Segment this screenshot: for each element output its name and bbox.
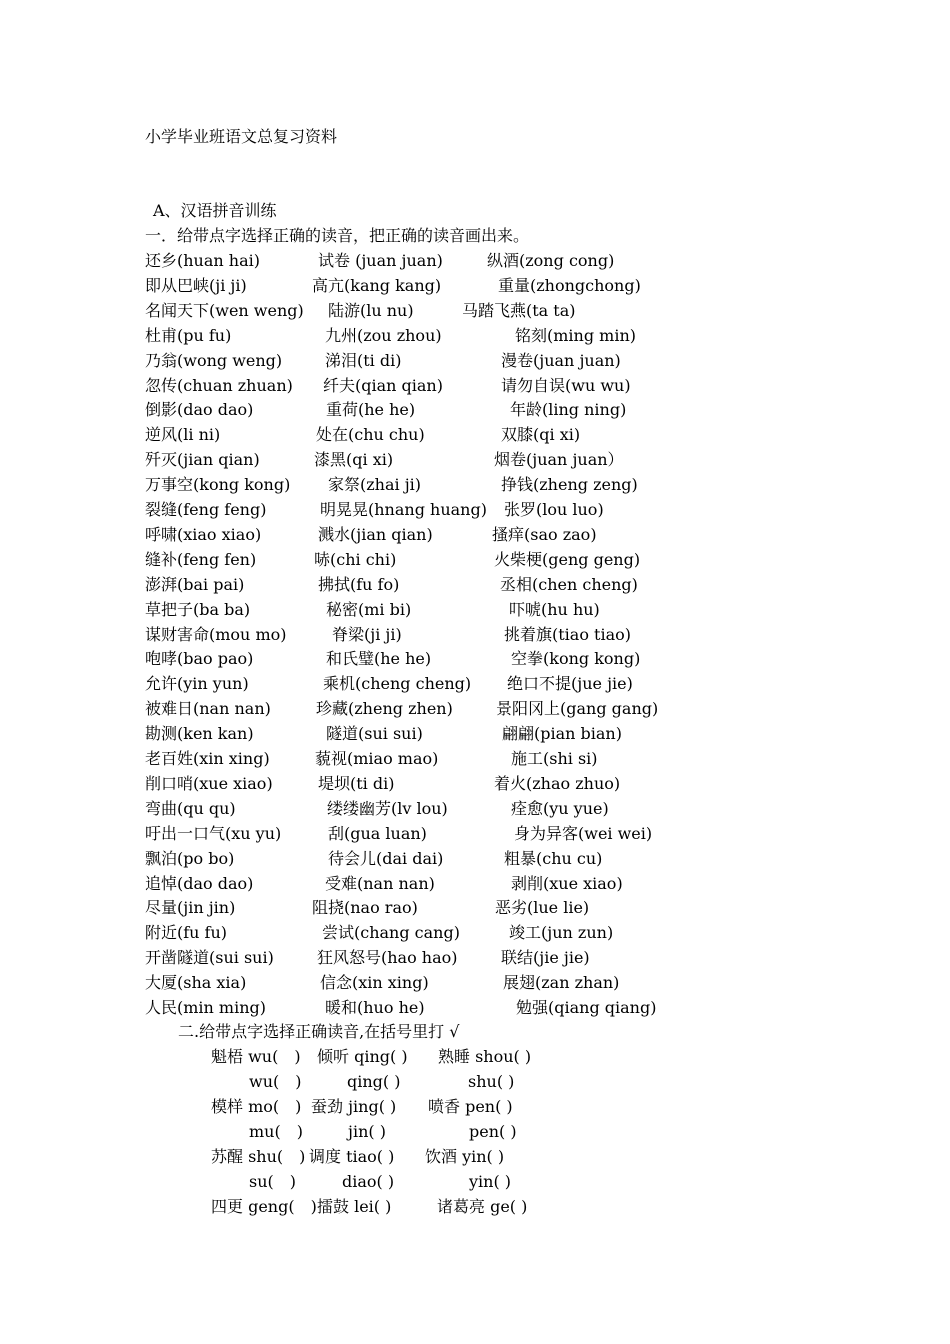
part1-item: 痊愈(yu yue) — [511, 798, 609, 818]
part1-item: 拂拭(fu fo) — [318, 574, 400, 594]
part1-item: 翩翩(pian bian) — [502, 724, 622, 744]
part1-item: 马踏飞燕(ta ta) — [462, 300, 576, 320]
part2-item: pen( ) — [469, 1122, 517, 1141]
part1-item: 施工(shi si) — [511, 749, 598, 768]
part1-item: 勘测(ken kan) — [145, 724, 254, 744]
part1-item: 年龄(ling ning) — [510, 400, 627, 420]
part1-item: 大厦(sha xia) — [145, 973, 247, 993]
part1-item: 重荷(he he) — [326, 400, 416, 420]
page-title: 小学毕业班语文总复习资料 — [145, 127, 338, 146]
part1-item: 吓唬(hu hu) — [509, 599, 600, 619]
part2-heading: 二.给带点字选择正确读音,在括号里打 √ — [178, 1022, 460, 1041]
part1-item: 待会儿(dai dai) — [328, 848, 444, 868]
part2-item: 诸葛亮 ge( ) — [437, 1197, 528, 1216]
part2-item: diao( ) — [342, 1172, 395, 1191]
part1-item: 恶劣(lue lie) — [495, 898, 590, 918]
part1-item: 重量(zhongchong) — [498, 275, 641, 295]
part1-item: 弯曲(qu qu) — [145, 798, 236, 818]
part1-item: 陆游(lu nu) — [328, 300, 414, 320]
part1-item: 溅水(jian qian) — [318, 524, 433, 544]
part1-item: 搔痒(sao zao) — [492, 524, 597, 544]
part1-item: 脊梁(ji ji) — [332, 624, 402, 644]
part2-item: mu( ) — [249, 1122, 303, 1141]
part1-item: 呼啸(xiao xiao) — [145, 524, 262, 544]
part1-item: 展翅(zan zhan) — [503, 973, 620, 993]
part1-item: 身为异客(wei wei) — [514, 823, 653, 843]
part1-item: 被难日(nan nan) — [145, 699, 271, 719]
section-a-heading: A、汉语拼音训练 — [153, 201, 277, 220]
part1-item: 尽量(jin jin) — [145, 898, 236, 918]
part2-item: 擂鼓 lei( ) — [317, 1197, 392, 1216]
part2-item: 四更 geng( ) — [211, 1197, 317, 1216]
part1-item: 附近(fu fu) — [145, 923, 228, 943]
part1-item: 和氏璧(he he) — [326, 649, 432, 669]
part2-item: jin( ) — [348, 1122, 386, 1141]
part1-item: 请勿自误(wu wu) — [501, 375, 631, 395]
part1-item: 珍藏(zheng zhen) — [316, 699, 453, 719]
part1-item: 逆风(li ni) — [145, 425, 221, 445]
part1-item: 草把子(ba ba) — [145, 599, 251, 619]
part2-item: yin( ) — [469, 1172, 512, 1191]
part1-item: 人民(min ming) — [145, 998, 267, 1017]
part1-item: 咆哮(bao pao) — [145, 649, 254, 669]
part1-item: 万事空(kong kong) — [145, 475, 291, 495]
part2-item: 调度 tiao( ) — [309, 1147, 395, 1166]
part1-item: 缝补(feng fen) — [145, 549, 257, 569]
part1-item: 裂缝(feng feng) — [145, 500, 267, 519]
part1-item: 开凿隧道(sui sui) — [145, 948, 274, 968]
part1-item: 着火(zhao zhuo) — [494, 773, 621, 793]
part1-item: 允许(yin yun) — [145, 674, 249, 694]
part1-item: 高亢(kang kang) — [312, 275, 442, 295]
part1-item: 秘密(mi bi) — [326, 599, 412, 619]
part1-item: 乘机(cheng cheng) — [323, 674, 472, 694]
part1-item: 歼灭(jian qian) — [145, 450, 260, 470]
part1-item: 削口哨(xue xiao) — [145, 773, 273, 793]
part1-item: 铭刻(ming min) — [515, 325, 637, 345]
part2-item: 熟睡 shou( ) — [438, 1047, 532, 1066]
part1-item: 倒影(dao dao) — [145, 400, 254, 420]
part1-item: 即从巴峡(ji ji) — [145, 275, 247, 295]
part1-item: 追悼(dao dao) — [145, 873, 254, 893]
part1-item: 漆黑(qi xi) — [314, 450, 394, 470]
part2-item: 蚕劲 jing( ) — [311, 1097, 397, 1116]
part1-item: 哧(chi chi) — [314, 549, 397, 569]
part1-item: 粗暴(chu cu) — [504, 848, 603, 868]
part1-item: 杜甫(pu fu) — [145, 325, 232, 345]
part2-item: 苏醒 shu( ) — [211, 1147, 306, 1166]
part1-item: 竣工(jun zun) — [509, 923, 614, 943]
part1-item: 纵酒(zong cong) — [487, 251, 615, 270]
part1-item: 试卷 (juan juan) — [318, 251, 443, 270]
part1-item: 信念(xin xing) — [320, 973, 429, 993]
part1-item: 丞相(chen cheng) — [500, 574, 638, 594]
part1-item: 空拳(kong kong) — [511, 649, 641, 669]
part1-item: 处在(chu chu) — [316, 425, 425, 445]
part1-item: 阻挠(nao rao) — [312, 898, 418, 918]
part1-item: 双膝(qi xi) — [501, 425, 581, 445]
part2-item: shu( ) — [468, 1072, 515, 1091]
part2-item: qing( ) — [347, 1072, 401, 1091]
part1-item: 藐视(miao mao) — [315, 749, 439, 768]
part2-item: su( ) — [249, 1172, 297, 1191]
part1-item: 挣钱(zheng zeng) — [501, 475, 638, 495]
part1-item: 涕泪(ti di) — [325, 350, 402, 370]
part1-item: 老百姓(xin xing) — [145, 749, 270, 768]
part1-item: 挑着旗(tiao tiao) — [504, 624, 632, 644]
part2-item: 饮酒 yin( ) — [425, 1147, 505, 1166]
part1-item: 忽传(chuan zhuan) — [145, 375, 293, 395]
part1-item: 谋财害命(mou mo) — [145, 624, 287, 644]
part1-item: 尝试(chang cang) — [322, 923, 460, 943]
part1-item: 暖和(huo he) — [325, 998, 425, 1017]
part1-item: 纤夫(qian qian) — [323, 375, 443, 395]
part1-item: 还乡(huan hai) — [145, 251, 260, 270]
part1-item: 火柴梗(geng geng) — [494, 549, 641, 569]
part2-item: 倾听 qing( ) — [317, 1047, 408, 1066]
part1-item: 景阳冈上(gang gang) — [496, 699, 659, 719]
part1-heading: 一．给带点字选择正确的读音，把正确的读音画出来。 — [145, 226, 530, 245]
part1-item: 吁出一口气(xu yu) — [145, 823, 282, 843]
part1-item: 绝口不提(jue jie) — [507, 674, 633, 694]
part1-item: 堤坝(ti di) — [318, 773, 395, 793]
part1-item: 九州(zou zhou) — [325, 325, 442, 345]
part1-item: 联结(jie jie) — [501, 948, 590, 968]
part1-item: 受难(nan nan) — [325, 873, 435, 893]
part1-item: 刮(gua luan) — [328, 823, 427, 843]
part1-item: 缕缕幽芳(lv lou) — [327, 798, 448, 818]
part1-item: 隧道(sui sui) — [326, 724, 423, 744]
part1-item: 家祭(zhai ji) — [328, 475, 422, 495]
part1-item: 名闻天下(wen weng) — [145, 300, 304, 320]
part1-item: 乃翁(wong weng) — [145, 350, 283, 370]
part2-item: wu( ) — [249, 1072, 302, 1091]
part1-item: 明晃晃(hnang huang) — [320, 500, 487, 519]
part1-item: 剥削(xue xiao) — [511, 873, 623, 893]
part1-item: 澎湃(bai pai) — [145, 574, 245, 594]
part1-item: 张罗(lou luo) — [504, 500, 604, 519]
part1-item: 狂风怒号(hao hao) — [317, 948, 458, 968]
part2-item: 魁梧 wu( ) — [211, 1047, 301, 1066]
part1-item: 漫卷(juan juan) — [501, 350, 621, 370]
part1-item: 飘泊(po bo) — [145, 848, 235, 868]
part1-item: 勉强(qiang qiang) — [516, 998, 657, 1017]
part2-item: 喷香 pen( ) — [428, 1097, 513, 1116]
part2-item: 模样 mo( ) — [211, 1097, 302, 1116]
part1-item: 烟卷(juan juan） — [494, 450, 624, 470]
